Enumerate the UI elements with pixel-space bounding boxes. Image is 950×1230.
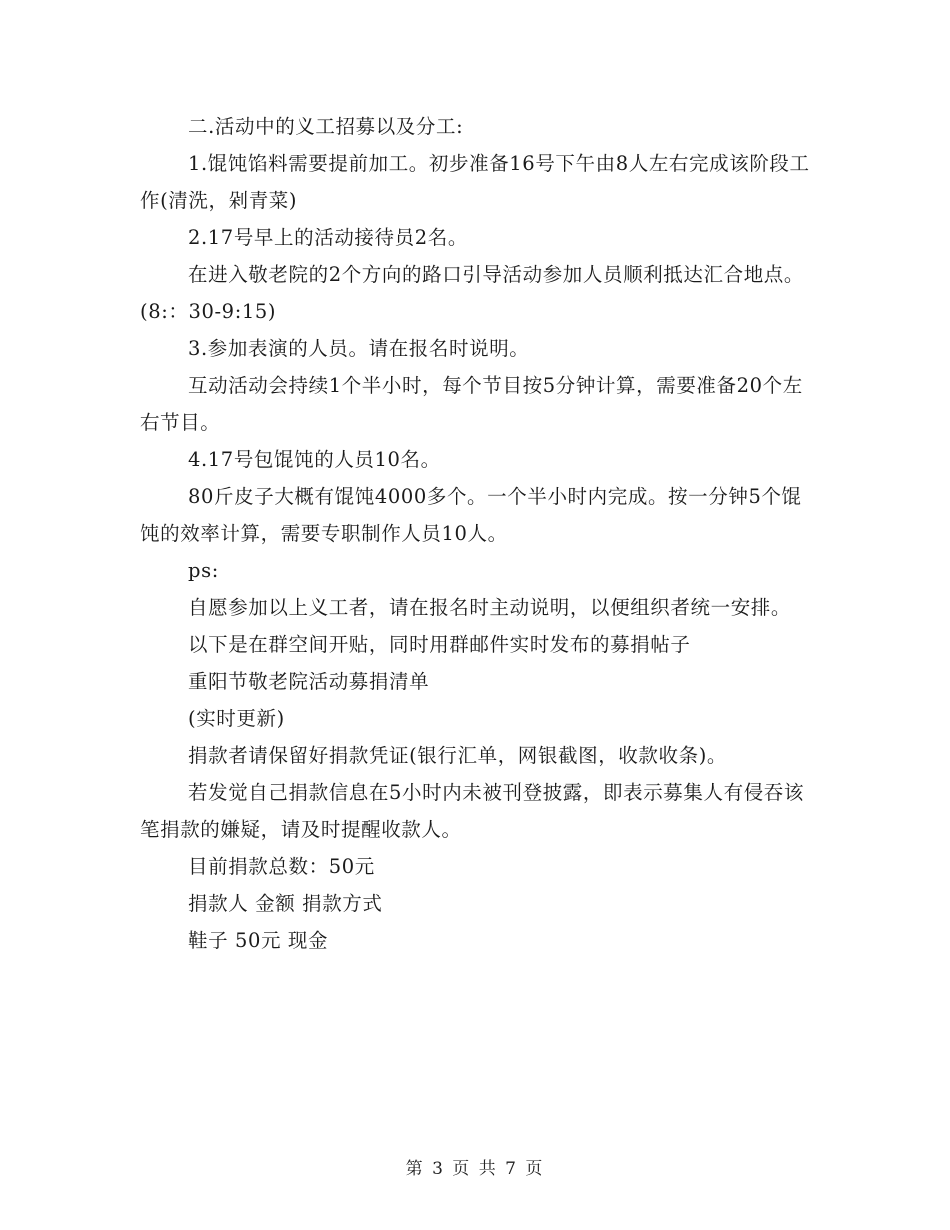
paragraph: 4.17号包馄饨的人员10名。 (188, 448, 441, 471)
paragraph: ps: (188, 559, 219, 582)
paragraph: 2.17号早上的活动接待员2名。 (188, 226, 468, 249)
paragraph: 1.馄饨馅料需要提前加工。初步准备16号下午由8人左右完成该阶段工作(清洗，剁青菜) (140, 152, 810, 212)
paragraph: 互动活动会持续1个半小时，每个节目按5分钟计算，需要准备20个左右节目。 (140, 374, 803, 434)
paragraph: (实时更新) (188, 707, 285, 730)
donation-table-header: 捐款人 金额 捐款方式 (188, 892, 383, 915)
paragraph: 在进入敬老院的2个方向的路口引导活动参加人员顺利抵达汇合地点。(8:：30-9:15) (140, 263, 805, 323)
donation-entry: 鞋子 50元 现金 (188, 929, 329, 952)
document-page (140, 108, 810, 959)
paragraph: 80斤皮子大概有馄饨4000多个。一个半小时内完成。按一分钟5个馄饨的效率计算，需要专职制作人员10人。 (140, 485, 802, 545)
donation-list-title: 重阳节敬老院活动募捐清单 (188, 670, 430, 693)
paragraph: 3.参加表演的人员。请在报名时说明。 (188, 337, 530, 360)
paragraph: 以下是在群空间开贴，同时用群邮件实时发布的募捐帖子 (188, 633, 691, 656)
donation-total: 目前捐款总数：50元 (188, 855, 375, 878)
paragraph: 自愿参加以上义工者，请在报名时主动说明，以便组织者统一安排。 (188, 596, 792, 619)
paragraph: 若发觉自己捐款信息在5小时内未被刊登披露，即表示募集人有侵吞该笔捐款的嫌疑，请及时提醒收款人。 (140, 781, 805, 841)
page-number-footer: 第 3 页 共 7 页 (405, 1159, 545, 1179)
paragraph: 捐款者请保留好捐款凭证(银行汇单，网银截图，收款收条)。 (188, 744, 728, 767)
section-heading: 二.活动中的义工招募以及分工: (188, 115, 464, 138)
